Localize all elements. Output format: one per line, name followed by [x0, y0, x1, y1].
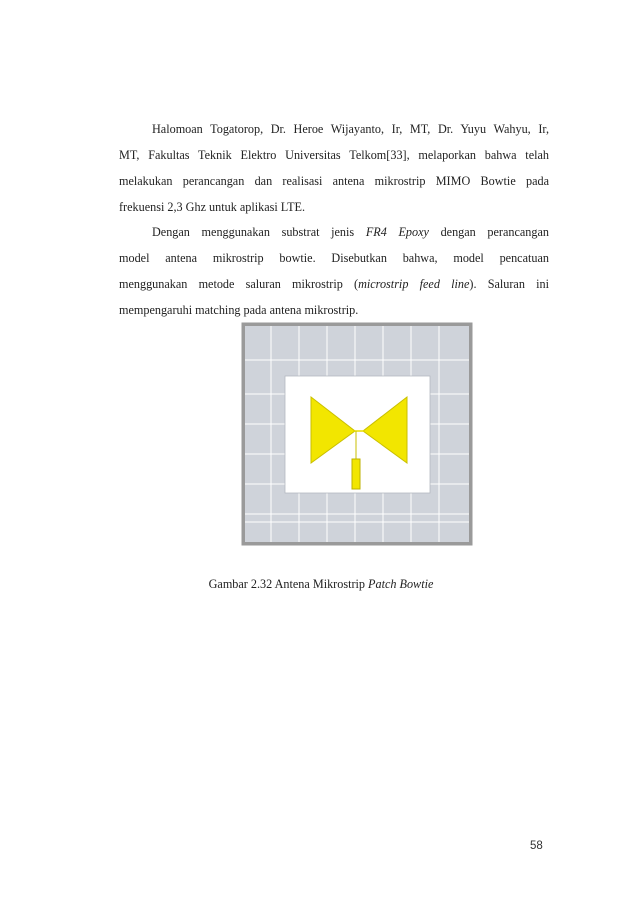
text-line: MT, Fakultas Teknik Elektro Universitas Telkom[33], melaporkan bahwa telah: [119, 148, 549, 162]
text-line: mempengaruhi matching pada antena mikrostrip.: [119, 303, 359, 317]
text-line: frekuensi 2,3 Ghz untuk aplikasi LTE.: [119, 200, 306, 214]
text-line: [119, 271, 549, 297]
text-run: dengan perancangan: [428, 225, 549, 239]
bowtie-antenna-diagram: [241, 322, 473, 546]
paragraph-1: [119, 116, 549, 220]
text-line: Halomoan Togatorop, Dr. Heroe Wijayanto, Ir, MT, Dr. Yuyu Wahyu, Ir,: [152, 122, 549, 136]
text-run: Dengan menggunakan substrat jenis: [152, 225, 366, 239]
caption-text: Gambar 2.32 Antena Mikrostrip: [208, 577, 369, 591]
microstrip-feed-line: [352, 459, 360, 489]
paragraph-2: [119, 219, 549, 323]
text-run: ). Saluran ini: [469, 277, 549, 291]
emphasis-text: FR4 Epoxy: [365, 225, 429, 239]
page-number: 58: [530, 840, 543, 852]
antenna-figure: [241, 322, 473, 546]
figure-caption: [0, 574, 638, 594]
text-line: melakukan perancangan dan realisasi antena mikrostrip MIMO Bowtie pada: [119, 174, 549, 188]
text-run: menggunakan metode saluran mikrostrip (: [119, 277, 359, 291]
caption-emphasis: Patch Bowtie: [368, 577, 434, 591]
text-line: model antena mikrostrip bowtie. Disebutkan bahwa, model pencatuan: [119, 251, 549, 265]
text-line: [119, 219, 549, 245]
emphasis-text: microstrip feed line: [358, 277, 470, 291]
